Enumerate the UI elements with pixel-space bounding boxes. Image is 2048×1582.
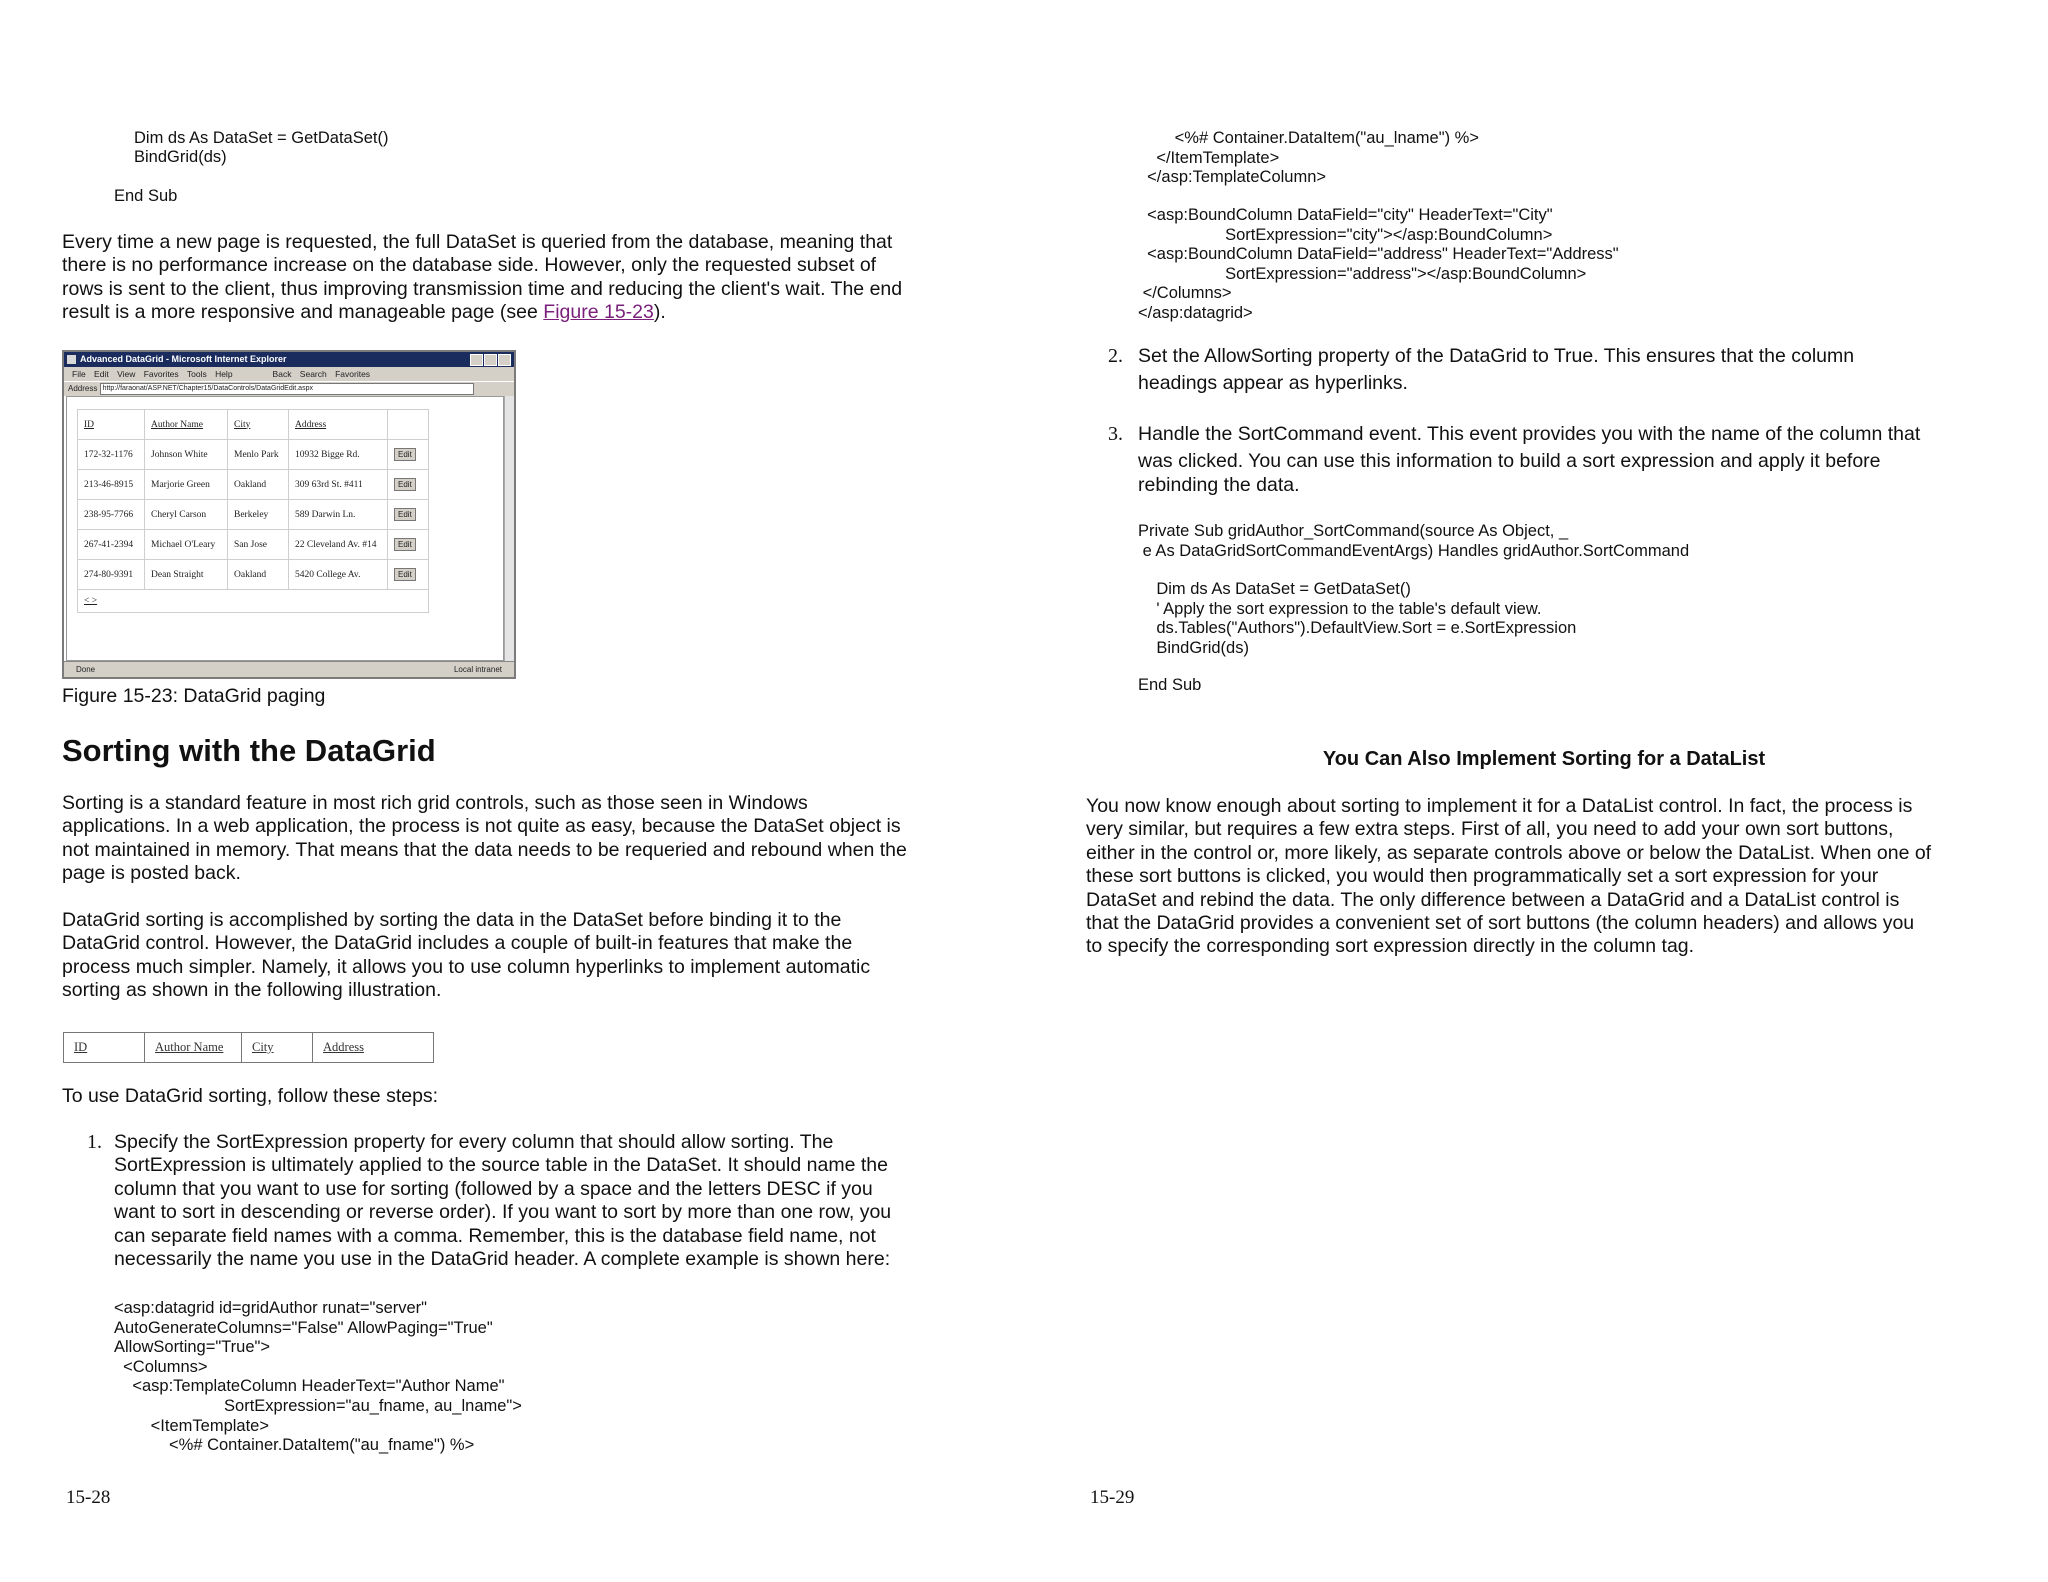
text-line: process much simpler. Namely, it allows you to use column hyperlinks to implement automatic [62,955,871,978]
text-line: either in the control or, more likely, as separate controls above or below the DataList. When one of [1086,841,1932,864]
paragraph-paging [62,231,992,325]
code-line: End Sub [1138,676,1202,694]
cell: Berkeley [228,500,289,530]
window-title: Advanced DataGrid - Microsoft Internet Explorer [80,354,287,364]
text-line: headings appear as hyperlinks. [1138,372,1408,395]
ie-icon [67,355,76,364]
edit-button: Edit [394,538,416,551]
figure-screenshot [62,350,516,679]
table-row [78,500,429,530]
address-label: Address [68,384,98,393]
table-header-row [78,410,429,440]
maximize-icon [484,354,497,366]
sort-header-row [64,1033,434,1063]
text-line: can separate field names with a comma. Remember, this is the database field name, not [114,1224,876,1247]
text-line: rows is sent to the client, thus improving transmission time and reducing the client's wait. The end [62,277,903,300]
text-line: DataGrid sorting is accomplished by sorting the data in the DataSet before binding it to the [62,909,842,931]
text-line: that the DataGrid provides a convenient set of sort buttons (the column headers) and allows you [1086,912,1915,935]
cell: Oakland [228,560,289,590]
edit-button: Edit [394,568,416,581]
page-number: 15-28 [66,1487,111,1508]
sidebar-heading: You Can Also Implement Sorting for a DataList [1322,748,1766,770]
figure-caption: Figure 15-23: DataGrid paging [62,685,326,707]
cell: Johnson White [145,440,228,470]
text-line: You now know enough about sorting to implement it for a DataList control. In fact, the process is [1086,795,1913,817]
sort-header-link: City [242,1033,313,1063]
datagrid-table [77,409,429,613]
text-line: rebinding the data. [1138,473,1300,496]
cell: 274-80-9391 [78,560,145,590]
text-line: necessarily the name you use in the DataGrid header. A complete example is shown here: [114,1248,891,1271]
text-line: column that you want to use for sorting (followed by a space and the letters DESC if you [114,1177,873,1200]
code-block: Private Sub gridAuthor_SortCommand(source As Object, _ e As DataGridSortCommandEventArgs) Handles gridAuthor.SortCommand [1138,522,1690,560]
text-line: not maintained in memory. That means that the data needs to be requeried and rebound when the [62,838,907,861]
text-line: Specify the SortExpression property for every column that should allow sorting. The [114,1131,834,1153]
step-3-text [1138,423,2018,497]
window-buttons [469,354,511,371]
cell [388,500,429,530]
step-1-text [114,1131,994,1271]
scrollbar [504,396,514,661]
cell: Marjorie Green [145,470,228,500]
text-fragment: ). [653,301,666,324]
code-block: <%# Container.DataItem("au_lname") %> </ItemTemplate> </asp:TemplateColumn> [1147,129,1479,187]
text-line: sorting as shown in the following illustration. [62,979,442,1002]
browser-content [66,396,504,661]
edit-button: Edit [394,508,416,521]
step-2-text [1138,345,2018,396]
header-cell: Address [289,410,388,440]
table-row [78,530,429,560]
code-line: Dim ds As DataSet = GetDataSet() [134,129,389,147]
text-line: Every time a new page is requested, the full DataSet is queried from the database, meaning that [62,231,893,253]
text-line: Set the AllowSorting property of the DataGrid to True. This ensures that the column [1138,345,1855,367]
step-number: 2. [1108,345,1123,367]
page-number: 15-29 [1090,1487,1135,1508]
sort-header-illustration [63,1032,434,1063]
cell: 22 Cleveland Av. #14 [289,530,388,560]
address-field: http://faraonat/ASP.NET/Chapter15/DataControls/DataGridEdit.aspx [100,383,474,395]
header-cell: City [228,410,289,440]
text-line: want to sort in descending or reverse order). If you want to sort by more than one row, you [114,1201,892,1224]
close-icon [498,354,511,366]
minimize-icon [470,354,483,366]
cell: Menlo Park [228,440,289,470]
text-line: DataGrid control. However, the DataGrid includes a couple of built-in features that make the [62,932,853,955]
pager-row [78,590,429,613]
text-line: Handle the SortCommand event. This event provides you with the name of the column that [1138,423,1921,445]
text-line: Sorting is a standard feature in most rich grid controls, such as those seen in Windows [62,792,808,814]
text-line: applications. In a web application, the process is not quite as easy, because the DataSet object is [62,815,901,838]
cell: Cheryl Carson [145,500,228,530]
pager-cell: < > [78,590,429,613]
cell: San Jose [228,530,289,560]
table-row [78,440,429,470]
text-fragment: result is a more responsive and manageable page (see [62,301,544,324]
edit-button: Edit [394,478,416,491]
text-line: was clicked. You can use this information to build a sort expression and apply it before [1138,450,1881,473]
step-number: 3. [1108,423,1123,445]
cell: 10932 Bigge Rd. [289,440,388,470]
status-zone: Local intranet [453,665,502,674]
steps-intro: To use DataGrid sorting, follow these steps: [62,1085,439,1107]
cell: 267-41-2394 [78,530,145,560]
text-line: these sort buttons is clicked, you would then programmatically set a sort expression for your [1086,865,1879,888]
header-cell: ID [78,410,145,440]
status-text: Done [76,665,96,674]
cell: 589 Darwin Ln. [289,500,388,530]
step-number: 1. [87,1131,102,1153]
toolbar-text: Back Search Favorites [272,369,371,379]
status-bar [64,661,514,677]
sort-header-link: ID [64,1033,145,1063]
paragraph-sorting-intro [62,792,992,886]
sidebar-paragraph [1086,795,2036,959]
cell: Michael O'Leary [145,530,228,560]
code-block: <asp:BoundColumn DataField="city" HeaderText="City" SortExpression="city"></asp:BoundColumn> <asp:BoundColumn DataField="address" HeaderText="Address" SortExpression="address"></asp:BoundColumn> </Columns> </asp:datagrid> [1138,206,1619,322]
cell: 5420 College Av. [289,560,388,590]
cell: Oakland [228,470,289,500]
cell [388,440,429,470]
left-page [0,0,1000,1582]
code-block: Dim ds As DataSet = GetDataSet() ' Apply the sort expression to the table's default view. ds.Tables("Authors").DefaultView.Sort = e.SortExpression BindGrid(ds) [1156,580,1577,657]
code-line: End Sub [114,187,178,205]
text-line: page is posted back. [62,862,241,885]
address-bar [64,381,514,396]
text-line [62,301,992,324]
text-line: there is no performance increase on the database side. However, only the requested subset of [62,254,877,277]
cell [388,560,429,590]
right-page [1024,0,2048,1582]
edit-button: Edit [394,448,416,461]
text-line: DataSet and rebind the data. The only difference between a DataGrid and a DataList control is [1086,888,1900,911]
figure-link[interactable]: Figure 15-23 [543,301,654,324]
window-titlebar [64,352,514,367]
sort-header-link: Author Name [145,1033,242,1063]
cell [388,470,429,500]
paragraph-datagrid-sorting [62,909,992,1003]
menu-text: File Edit View Favorites Tools Help [72,369,233,379]
section-heading: Sorting with the DataGrid [62,733,436,768]
cell: 238-95-7766 [78,500,145,530]
table-row [78,560,429,590]
code-block: <asp:datagrid id=gridAuthor runat="server" AutoGenerateColumns="False" AllowPaging="True" AllowSorting="True"> <Columns> <asp:TemplateColumn HeaderText="Author Name" SortExpression="au_fname, au_lname"> <ItemTemplate> <%# Container.DataItem("au_fname") %> [114,1299,522,1455]
cell: 172-32-1176 [78,440,145,470]
menubar [64,367,514,381]
header-cell [388,410,429,440]
header-cell: Author Name [145,410,228,440]
text-line: very similar, but requires a few extra steps. First of all, you need to add your own sort buttons, [1086,818,1894,841]
code-line: BindGrid(ds) [134,148,227,166]
cell: 309 63rd St. #411 [289,470,388,500]
cell [388,530,429,560]
table-row [78,470,429,500]
text-line: SortExpression is ultimately applied to the source table in the DataSet. It should name the [114,1154,888,1177]
sort-header-link: Address [313,1033,434,1063]
text-line: to specify the corresponding sort expression directly in the column tag. [1086,935,1695,958]
cell: Dean Straight [145,560,228,590]
cell: 213-46-8915 [78,470,145,500]
